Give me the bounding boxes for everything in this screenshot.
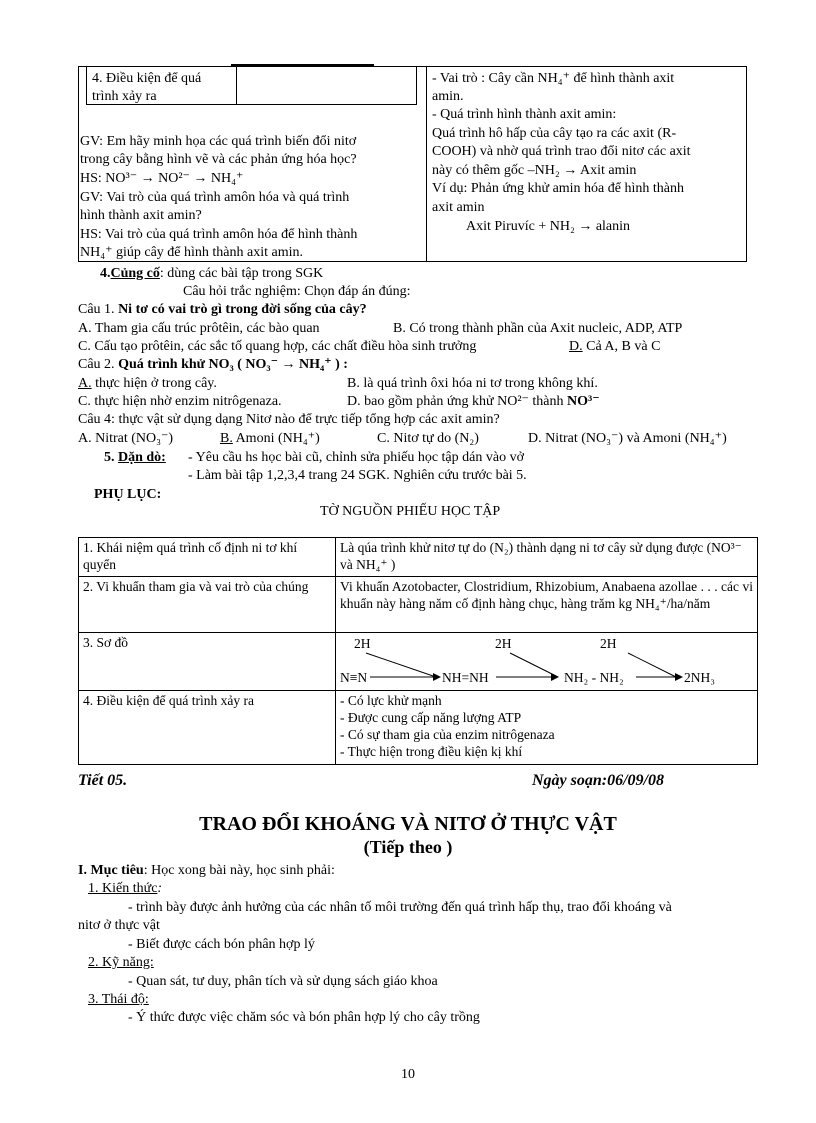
cungco-text: : dùng các bài tập trong SGK (159, 266, 324, 281)
q4-option-c: C. Nitơ tự do (N₂) (377, 431, 479, 446)
left-line: GV: Vai trò của quá trình amôn hóa và quá trình (80, 190, 350, 205)
q1-text: Ni tơ có vai trò gì trong đời sống của cây? (118, 302, 367, 317)
thaido-item-1: - Ý thức được việc chăm sóc và bón phân hợp lý cho cây trồng (128, 1010, 480, 1025)
inner-cell-line-2: trình xảy ra (92, 89, 157, 104)
phieu-table (78, 537, 758, 765)
kienthuc-heading: 1. Kiến thức: (88, 881, 163, 896)
thaido-label: 3. Thái độ: (88, 992, 149, 1007)
right-line: - Vai trò : Cây cần NH₄⁺ để hình thành axit (432, 71, 675, 86)
q2-text: Quá trình khử NO₃ ( NO₃⁻ → NH₄⁺ ) : (118, 357, 348, 372)
kienthuc-item-1b: nitơ ở thực vật (78, 918, 160, 933)
phieu-r4-left: 4. Điều kiện để quá trình xảy ra (79, 691, 336, 765)
phieu-r3-diagram-cell (336, 633, 758, 691)
q4-option-b (220, 430, 320, 447)
kienthuc-label: 1. Kiến thức (88, 881, 158, 896)
q1-option-a: A. Tham gia cấu trúc prôtêin, các bào quan (78, 321, 320, 336)
q2-option-c: C. thực hiện nhờ enzim nitrôgenaza. (78, 394, 282, 409)
h-label-2: 2H (495, 636, 512, 651)
phieu-r3-left: 3. Sơ đồ (79, 633, 336, 691)
right-line: - Quá trình hình thành axit amin: (432, 107, 617, 122)
kynang-heading (88, 954, 154, 971)
dando-line-1: - Yêu cầu hs học bài cũ, chỉnh sửa phiếu học tập dán vào vở (188, 450, 524, 465)
dando-number: 5. (104, 450, 115, 465)
top-table-inner-divider (236, 66, 237, 105)
q1-d-letter: D. (569, 339, 583, 354)
lesson-subtitle: (Tiếp theo ) (363, 837, 453, 857)
left-line: HS: NO³⁻ → NO²⁻ → NH₄⁺ (80, 171, 244, 186)
condition-item: - Có sự tham gia của enzim nitrôgenaza (340, 727, 555, 742)
q1-option-c: C. Cấu tạo prôtêin, các sắc tố quang hợp, các chất điều hòa sinh trưởng (78, 339, 477, 354)
q1-d-text: Cả A, B và C (582, 339, 661, 354)
inner-cell-line-1: 4. Điều kiện để quá (92, 71, 202, 86)
thaido-heading (88, 991, 149, 1008)
q2-d-text: D. bao gồm phản ứng khử NO²⁻ thành (347, 394, 564, 409)
phieu-r2-left: 2. Vi khuẩn tham gia và vai trò của chúng (79, 577, 336, 633)
q2-option-d (347, 393, 600, 410)
table-row (79, 538, 758, 577)
left-line: trong cây bằng hình vẽ và các phản ứng hóa học? (80, 152, 357, 167)
left-line: GV: Em hãy minh họa các quá trình biến đổi nitơ (80, 134, 357, 149)
right-line: COOH) và nhờ quá trình trao đổi nitơ các axit (432, 144, 691, 159)
q1-option-b: B. Có trong thành phần của Axit nucleic, ADP, ATP (393, 321, 683, 336)
species-n2: N≡N (340, 670, 368, 685)
left-line: hình thành axit amin? (80, 208, 202, 223)
right-line: Axit Piruvíc + NH₂ → alanin (466, 219, 631, 234)
species-hydrazine: NH₂ - NH₂ (564, 670, 624, 685)
q2-option-b: B. là quá trình ôxi hóa ni tơ trong không khí. (347, 376, 598, 391)
right-line: Ví dụ: Phản ứng khử amin hóa để hình thành (432, 181, 684, 196)
kynang-item-1: - Quan sát, tư duy, phân tích và sử dụng sách giáo khoa (128, 974, 438, 989)
tiet-label: Tiết 05. (78, 772, 128, 789)
left-line: NH₄⁺ giúp cây để hình thành axit amin. (80, 245, 304, 260)
cungco-number: 4. (100, 266, 111, 281)
kynang-label: 2. Kỹ năng: (88, 955, 154, 970)
q4-option-a: A. Nitrat (NO₃⁻) (78, 431, 174, 446)
h-label-3: 2H (600, 636, 617, 651)
muctieu-line (78, 862, 335, 879)
kienthuc-item-1a: - trình bày được ảnh hưởng của các nhân tố môi trường đến quá trình hấp thụ, trao đổi khoáng và (128, 900, 672, 915)
dando-title: Dặn dò: (118, 450, 166, 465)
species-ammonia: 2NH₃ (684, 670, 715, 685)
diagram-arrows (336, 633, 756, 689)
q1-option-d (569, 338, 660, 355)
cungco-heading (100, 265, 323, 282)
phuluc-heading: PHỤ LỤC: (94, 487, 162, 502)
right-line: Quá trình hô hấp của cây tạo ra các axit (R- (432, 126, 677, 141)
phieu-r4-right (336, 691, 758, 765)
phieu-r1-left: 1. Khái niệm quá trình cố định ni tơ khí quyển (79, 538, 336, 577)
condition-item: - Có lực khử mạnh (340, 693, 442, 708)
left-line: HS: Vai trò của quá trình amôn hóa để hình thành (80, 227, 358, 242)
table-row (79, 691, 758, 765)
q2-question (78, 356, 348, 373)
condition-item: - Thực hiện trong điều kiện kị khí (340, 744, 523, 759)
q4-b-letter: B. (220, 431, 233, 446)
q4-option-d: D. Nitrat (NO₃⁻) và Amoni (NH₄⁺) (528, 431, 727, 446)
condition-item: - Được cung cấp năng lượng ATP (340, 710, 522, 725)
muctieu-label: I. Mục tiêu (78, 863, 144, 878)
q2-d-bold: NO³⁻ (567, 394, 600, 409)
q1-question (78, 301, 367, 318)
cungco-title: Củng cố (110, 266, 160, 281)
dando-heading (104, 449, 166, 466)
q2-a-text: thực hiện ở trong cây. (91, 376, 217, 391)
muctieu-text: : Học xong bài này, học sinh phải: (143, 863, 335, 878)
right-line: amin. (432, 89, 464, 104)
dando-line-2: - Làm bài tập 1,2,3,4 trang 24 SGK. Nghiên cứu trước bài 5. (188, 468, 527, 483)
right-line: này có thêm gốc –NH₂ → Axit amin (432, 163, 637, 178)
page-number: 10 (401, 1067, 415, 1082)
phieu-r2-right: Vi khuẩn Azotobacter, Clostridium, Rhizobium, Anabaena azollae . . . các vi khuẩn này hàng năm cố định hàng chục, hàng trăm kg NH₄⁺/ha/năm (336, 577, 758, 633)
h-label-1: 2H (354, 636, 371, 651)
table-row (79, 633, 758, 691)
q2-prefix: Câu 2. (78, 357, 115, 372)
species-diazene: NH=NH (442, 670, 489, 685)
phieu-r1-right: Là qúa trình khử nitơ tự do (N₂) thành dạng ni tơ cây sử dụng được (NO³⁻ và NH₄⁺ ) (336, 538, 758, 577)
phieu-title: TỜ NGUỒN PHIẾU HỌC TẬP (320, 504, 501, 519)
cungco-sub: Câu hỏi trắc nghiệm: Chọn đáp án đúng: (183, 284, 411, 299)
ngay-soan: Ngày soạn:06/09/08 (532, 772, 664, 789)
lesson-title: TRAO ĐỔI KHOÁNG VÀ NITƠ Ở THỰC VẬT (199, 813, 617, 835)
q1-prefix: Câu 1. (78, 302, 115, 317)
table-row (79, 577, 758, 633)
top-table-divider (426, 66, 427, 262)
fixation-diagram (336, 633, 757, 689)
q2-a-letter: A. (78, 376, 92, 391)
q2-option-a (78, 375, 217, 392)
right-line: axit amin (432, 200, 485, 215)
q4-b-text: Amoni (NH₄⁺) (232, 431, 320, 446)
kienthuc-item-2: - Biết được cách bón phân hợp lý (128, 937, 315, 952)
q4-question: Câu 4: thực vật sử dụng dạng Nitơ nào để trực tiếp tổng hợp các axit amin? (78, 412, 500, 427)
